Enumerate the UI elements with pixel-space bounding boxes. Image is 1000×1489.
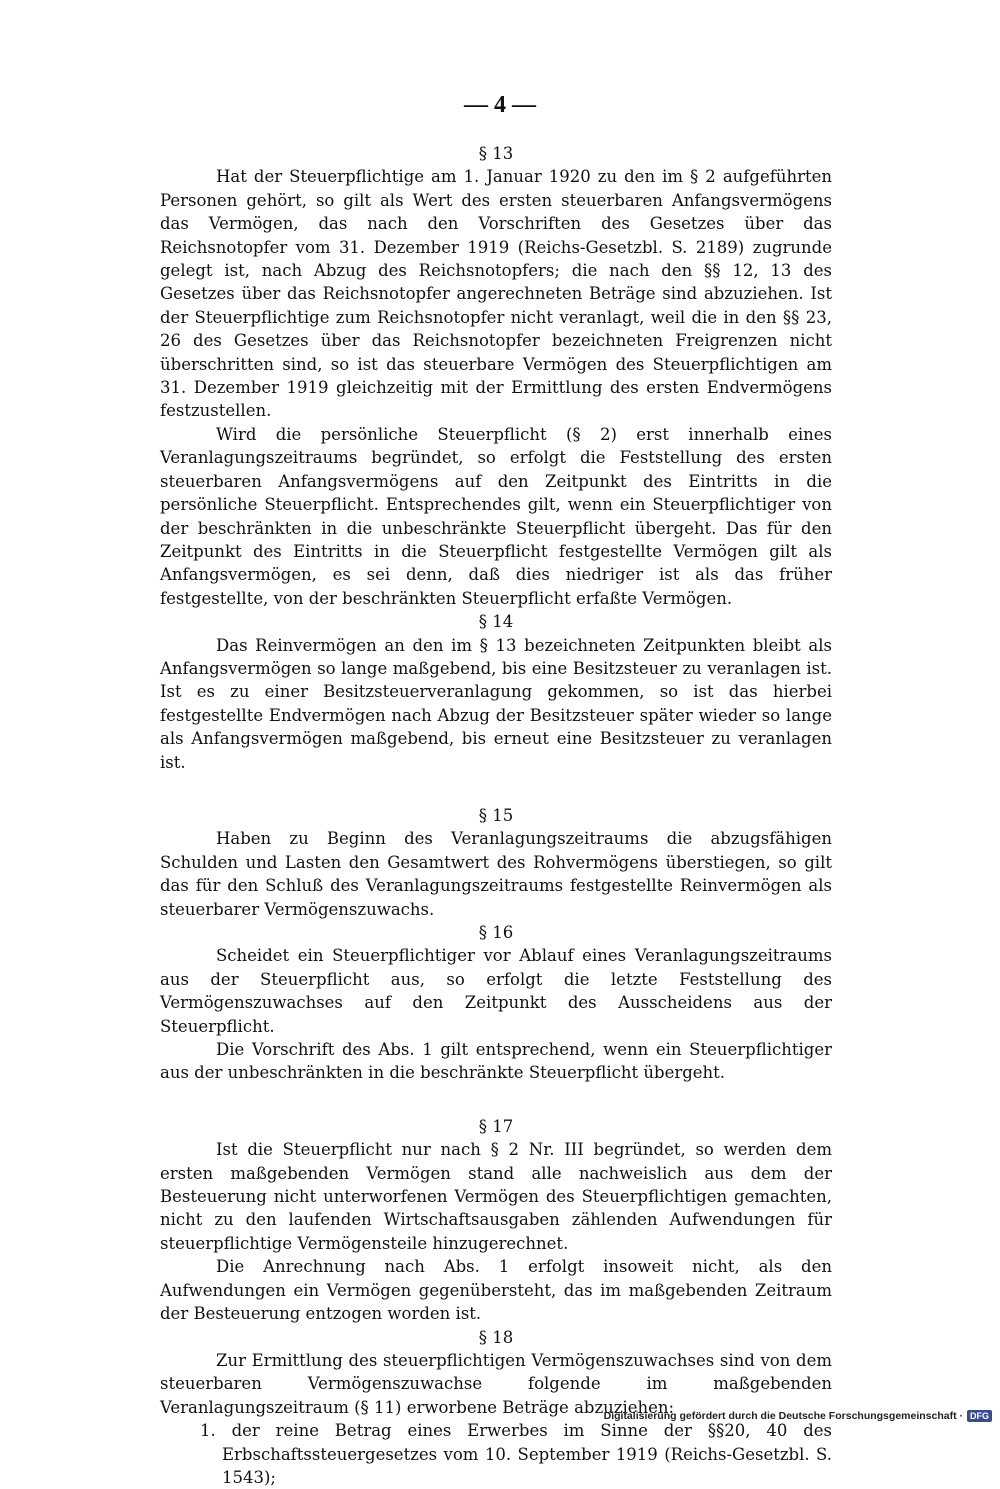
paragraph-16-2: Die Vorschrift des Abs. 1 gilt entsprechend, wenn ein Steuerpflichtiger aus der unbeschränkten in die beschränkte Steuerpflicht übergeht. bbox=[160, 1040, 832, 1083]
document-body bbox=[160, 142, 832, 1489]
section-heading-17: § 17 bbox=[478, 1116, 514, 1136]
paragraph-16-1: Scheidet ein Steuerpflichtiger vor Ablauf eines Veranlagungszeitraums aus der Steuerpflicht aus, so erfolgt die letzte Feststellung des Vermögenszuwachses auf den Zeitpunkt des Ausscheidens aus der Steuerpflicht. bbox=[160, 946, 832, 1036]
footer-credit bbox=[604, 1410, 992, 1422]
paragraph-13-1: Hat der Steuerpflichtige am 1. Januar 1920 zu den im § 2 aufgeführten Personen gehört, so gilt als Wert des ersten steuerbaren Anfangsvermögens das Vermögen, das nach den Vorschriften des Gesetzes über das Reichsnotopfer vom 31. Dezember 1919 (Reichs-Gesetzbl. S. 2189) zugrunde gelegt ist, nach Abzug des Reichsnotopfers; die nach den §§ 12, 13 des Gesetzes über das Reichsnotopfer angerechneten Beträge sind abzuziehen. Ist der Steuerpflichtige zum Reichsnotopfer nicht veranlagt, weil die in den §§ 23, 26 des Gesetzes über das Reichsnotopfer bezeichneten Freigrenzen nicht überschritten sind, so ist das steuerbare Vermögen des Steuerpflichtigen am 31. Dezember 1919 gleichzeitig mit der Ermittlung des ersten Endvermögens festzustellen. bbox=[160, 167, 832, 421]
dfg-logo-icon: DFG bbox=[967, 1410, 992, 1422]
section-heading-18: § 18 bbox=[478, 1327, 514, 1347]
section-heading-15: § 15 bbox=[478, 805, 514, 825]
paragraph-18-1: Zur Ermittlung des steuerpflichtigen Vermögenszuwachses sind von dem steuerbaren Vermögenszuwachse folgende im maßgebenden Veranlagungszeitraum (§ 11) erworbene Beträge abzuziehen: bbox=[160, 1350, 832, 1417]
footer-text: Digitalisierung gefördert durch die Deutsche Forschungsgemeinschaft · bbox=[603, 1410, 963, 1422]
list-item-18-1: 1. der reine Betrag eines Erwerbes im Sinne der §§20, 40 des Erbschaftssteuergesetzes vom 10. September 1919 (Reichs-Gesetzbl. S. 1543); bbox=[200, 1421, 832, 1487]
section-heading-16: § 16 bbox=[478, 923, 514, 942]
paragraph-14-1: Das Reinvermögen an den im § 13 bezeichneten Zeitpunkten bleibt als Anfangsvermögen so lange maßgebend, bis eine Besitzsteuer zu veranlagen ist. Ist es zu einer Besitzsteuerveranlagung gekommen, so ist das hierbei festgestellte Endvermögen nach Abzug der Besitzsteuer später wieder so lange als Anfangsvermögen maßgebend, bis erneut eine Besitzsteuer zu veranlagen ist. bbox=[160, 635, 832, 772]
section-heading-13: § 13 bbox=[478, 144, 514, 163]
paragraph-17-2: Die Anrechnung nach Abs. 1 erfolgt insoweit nicht, als den Aufwendungen ein Vermögen gegenübersteht, das im maßgebenden Zeitraum der Besteuerung entzogen worden ist. bbox=[160, 1257, 832, 1324]
page-number: — 4 — bbox=[464, 92, 536, 118]
paragraph-13-2: Wird die persönliche Steuerpflicht (§ 2) erst innerhalb eines Veranlagungszeitraums begründet, so erfolgt die Feststellung des ersten steuerbaren Anfangsvermögens auf den Zeitpunkt des Eintritts in die persönliche Steuerpflicht. Entsprechendes gilt, wenn ein Steuerpflichtiger von der beschränkten in die unbeschränkte Steuerpflicht übergeht. Das für den Zeitpunkt des Eintritts in die Steuerpflicht festgestellte Vermögen gilt als Anfangsvermögen, es sei denn, daß dies niedriger ist als das früher festgestellte, von der beschränkten Steuerpflicht erfaßte Vermögen. bbox=[160, 424, 832, 608]
section-heading-14: § 14 bbox=[478, 612, 514, 632]
paragraph-17-1: Ist die Steuerpflicht nur nach § 2 Nr. III begründet, so werden dem ersten maßgebenden Vermögen stand alle nachweislich aus dem der Besteuerung nicht unterworfenen Vermögen des Steuerpflichtigen gemachten, nicht zu den laufenden Wirtschaftsausgaben zählenden Aufwendungen für steuerpflichtige Vermögensteile hinzugerechnet. bbox=[160, 1140, 832, 1253]
paragraph-15-1: Haben zu Beginn des Veranlagungszeitraums die abzugsfähigen Schulden und Lasten den Gesamtwert des Rohvermögens überstiegen, so gilt das für den Schluß des Veranlagungszeitraums festgestellte Reinvermögen als steuerbarer Vermögenszuwachs. bbox=[160, 829, 832, 919]
